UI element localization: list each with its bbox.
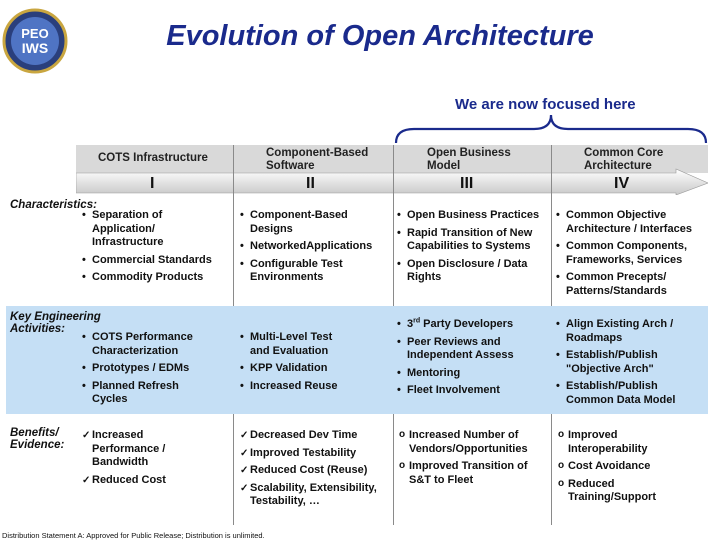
list-item: ✓ Scalability, Extensibility, Testability, … (240, 482, 377, 509)
cell-characteristics-3 (397, 209, 539, 285)
cell-key-engineering-4 (556, 318, 675, 407)
list-item (397, 318, 514, 332)
column-heading-common-core: Common Core Architecture (584, 147, 664, 172)
list-item: • Mentoring (397, 367, 514, 381)
cell-benefits-1 (82, 429, 166, 487)
list-item: • Common Components, Frameworks, Services (556, 240, 692, 267)
list-item: o Increased Number of Vendors/Opportunities (399, 429, 528, 456)
list-item: o Reduced Training/Support (558, 478, 656, 505)
label-key-engineering: Key Engineering Activities: (10, 311, 101, 335)
list-item: • Open Disclosure / Data Rights (397, 258, 539, 285)
list-item: • Common Precepts/ Patterns/Standards (556, 271, 692, 298)
list-item: ✓ Reduced Cost (82, 474, 166, 488)
focus-brace (394, 113, 708, 145)
page-title: Evolution of Open Architecture (166, 20, 594, 52)
list-item: o Improved Transition of S&T to Fleet (399, 460, 528, 487)
list-item: ✓ Increased Performance / Bandwidth (82, 429, 166, 470)
list-item: • Prototypes / EDMs (82, 362, 193, 376)
list-item: • Multi-Level Test and Evaluation (240, 331, 337, 358)
list-item: • Commodity Products (82, 271, 212, 285)
cell-benefits-4 (558, 429, 656, 505)
cell-key-engineering-3 (397, 318, 514, 398)
list-item: • Configurable Test Environments (240, 258, 372, 285)
list-item: • Commercial Standards (82, 254, 212, 268)
list-item: • NetworkedApplications (240, 240, 372, 254)
list-item: o Cost Avoidance (558, 460, 656, 474)
cell-characteristics-1 (82, 209, 212, 285)
peo-iws-logo (2, 8, 68, 74)
list-item: • Common Objective Architecture / Interfaces (556, 209, 692, 236)
list-item: • Planned Refresh Cycles (82, 380, 193, 407)
list-item: • KPP Validation (240, 362, 337, 376)
list-item: o Improved Interoperability (558, 429, 656, 456)
numeral-1: I (150, 175, 155, 192)
ordinal-number: 3 (407, 318, 414, 330)
numeral-2: II (306, 175, 315, 192)
cell-characteristics-4 (556, 209, 692, 298)
list-item: • Establish/Publish "Objective Arch" (556, 349, 675, 376)
cell-key-engineering-2 (240, 331, 337, 393)
cell-benefits-3 (399, 429, 528, 487)
cell-key-engineering-1 (82, 331, 193, 407)
list-item: ✓ Reduced Cost (Reuse) (240, 464, 377, 478)
list-item: ✓ Improved Testability (240, 447, 377, 461)
list-item: • Establish/Publish Common Data Model (556, 380, 675, 407)
list-item: • Separation of Application/ Infrastructure (82, 209, 212, 250)
list-item: • Peer Reviews and Independent Assess (397, 336, 514, 363)
label-characteristics: Characteristics: (10, 199, 97, 211)
column-heading-cots: COTS Infrastructure (98, 152, 208, 164)
list-item: • COTS Performance Characterization (82, 331, 193, 358)
list-item: • Align Existing Arch / Roadmaps (556, 318, 675, 345)
list-item: ✓ Decreased Dev Time (240, 429, 377, 443)
ordinal-suffix: rd (413, 317, 421, 325)
label-benefits: Benefits/ Evidence: (10, 427, 65, 451)
numeral-4: IV (614, 175, 630, 192)
column-heading-component: Component-Based Software (266, 147, 369, 172)
list-item: • Component-Based Designs (240, 209, 372, 236)
list-item: • Open Business Practices (397, 209, 539, 223)
third-party-label: Party Developers (420, 318, 514, 330)
distribution-statement: Distribution Statement A: Approved for Public Release; Distribution is unlimited. (2, 531, 265, 540)
list-item: • Rapid Transition of New Capabilities to Systems (397, 227, 539, 254)
list-item: • Increased Reuse (240, 380, 337, 394)
numeral-3: III (460, 175, 474, 192)
logo-line2: IWS (21, 40, 49, 56)
cell-characteristics-2 (240, 209, 372, 285)
focus-label: We are now focused here (455, 96, 636, 113)
list-item: • Fleet Involvement (397, 384, 514, 398)
logo-line1: PEO (21, 26, 49, 41)
column-heading-open-business: Open Business Model (427, 147, 511, 172)
cell-benefits-2 (240, 429, 377, 509)
